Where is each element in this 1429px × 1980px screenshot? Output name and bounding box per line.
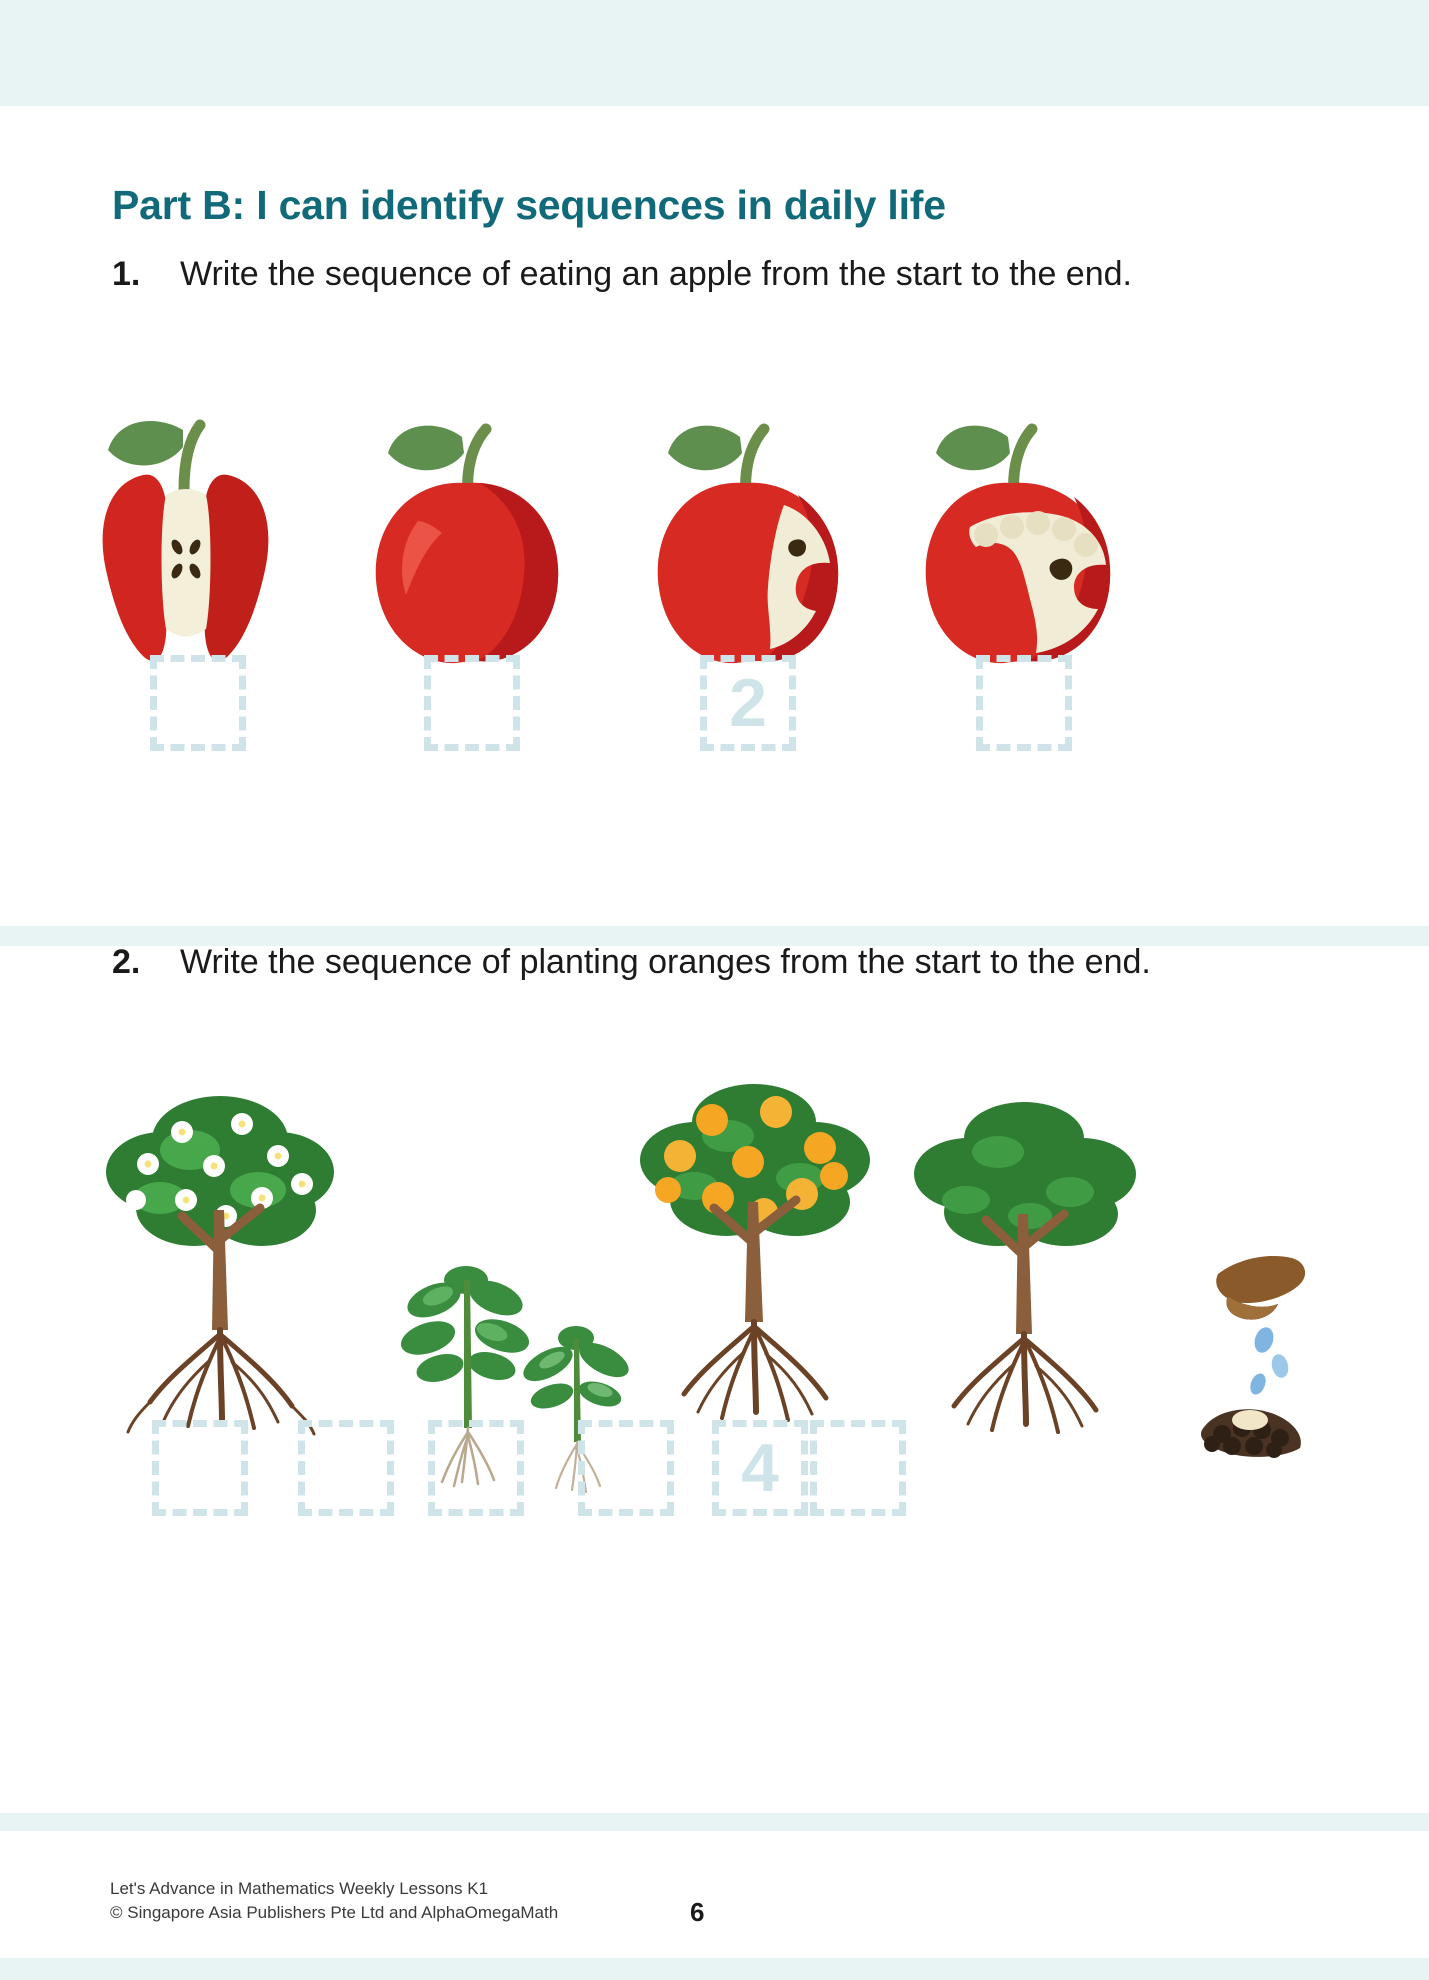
answer-box-2-5-ghost: 4 [741,1430,779,1506]
answer-box-1-4[interactable] [976,655,1072,751]
footer [110,1877,558,1926]
apple-sequence-row [0,395,1429,741]
question-2-number: 2. [112,943,141,981]
question-2-text: Write the sequence of planting oranges from the start to the end. [180,943,1151,981]
footer-copyright: © Singapore Asia Publishers Pte Ltd and AlphaOmegaMath [110,1903,559,1923]
question-2 [112,940,1312,986]
page-number: 6 [690,1897,705,1927]
planting-seeds-hand-image [1188,1244,1328,1504]
page-title: Part B: I can identify sequences in daily life [112,182,946,228]
answer-box-2-5[interactable] [712,1420,808,1516]
answer-box-1-1[interactable] [150,655,246,751]
answer-box-1-2[interactable] [424,655,520,751]
answer-box-1-3-ghost: 2 [729,665,767,741]
answer-box-2-1[interactable] [152,1420,248,1516]
leafy-tree-image [900,1090,1150,1510]
whole-apple-image [352,395,632,695]
answer-box-2-3[interactable] [428,1420,524,1516]
question-1 [112,252,1312,298]
apple-one-bite-image [640,395,920,695]
apple-half-eaten-image [908,395,1188,695]
answer-box-2-6[interactable] [810,1420,906,1516]
apple-core-image [88,395,368,695]
footer-title: Let's Advance in Mathematics Weekly Lessons K1 [110,1878,489,1898]
question-1-number: 1. [112,255,141,293]
plant-sequence-row [0,1080,1429,1510]
answer-box-2-4[interactable] [578,1420,674,1516]
answer-box-2-2[interactable] [298,1420,394,1516]
question-1-text: Write the sequence of eating an apple from the start to the end. [180,255,1132,293]
answer-box-1-3[interactable] [700,655,796,751]
